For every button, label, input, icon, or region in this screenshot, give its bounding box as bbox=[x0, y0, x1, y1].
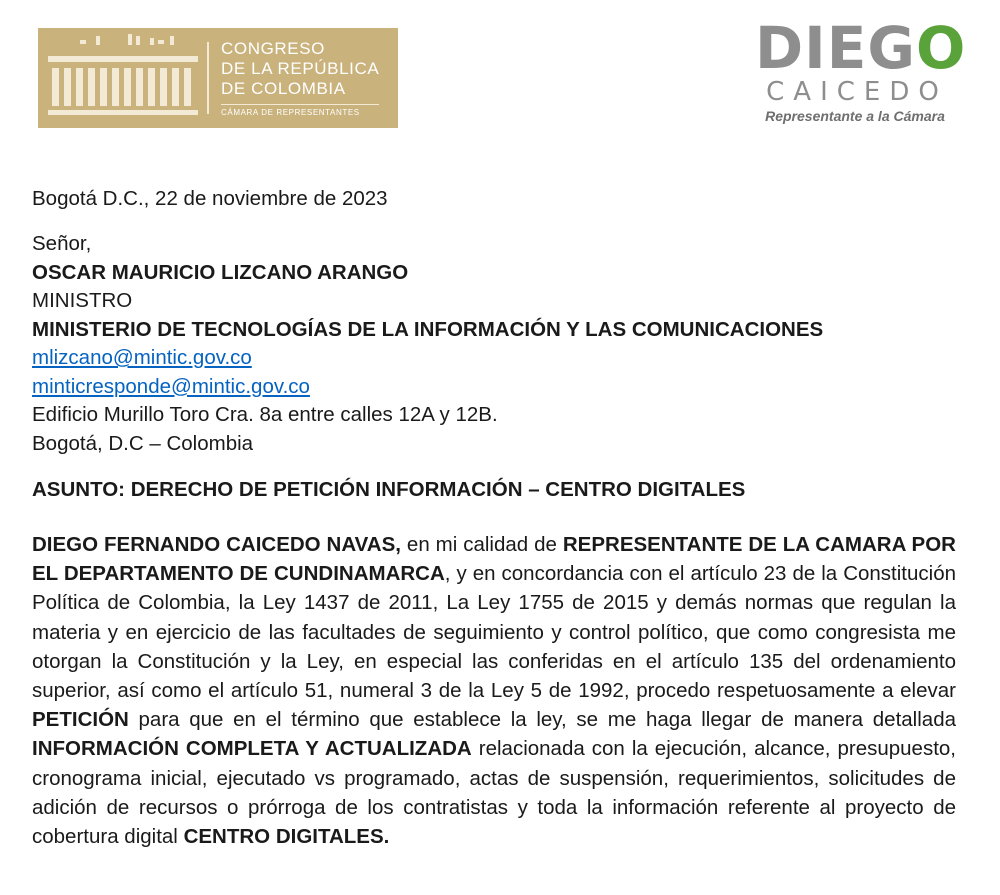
diego-logo-role: Representante a la Cámara bbox=[765, 108, 945, 124]
congreso-line-2: DE LA REPÚBLICA bbox=[221, 59, 380, 78]
body-text-3: para que en el término que establece la ley, se me haga llegar de manera detallada bbox=[128, 708, 956, 732]
letter-subject: ASUNTO: DERECHO DE PETICIÓN INFORMACIÓN – CENTRO DIGITALES bbox=[32, 478, 746, 501]
congreso-subtitle: CÁMARA DE REPRESENTANTES bbox=[221, 104, 379, 117]
diego-caicedo-logo bbox=[755, 14, 967, 128]
petitioner-name: DIEGO FERNANDO CAICEDO NAVAS, bbox=[32, 533, 401, 556]
letter-body bbox=[32, 186, 956, 851]
petitioner-role: REPRESENTANTE DE LA CAMARA POR EL DEPARTAMENTO DE CUNDINAMARCA bbox=[32, 533, 956, 586]
body-text-2: , y en concordancia con el artículo 23 de la Constitución Política de Colombia, la Ley 1437 de 2011, La Ley 1755 de 2015 y demás normas que regulan la materia y en ejercicio de las facultades de seguimiento y control político, que como congresista me otorgan la Constitución y la Ley, en especial las conferidas en el artículo 135 del ordenamiento superior, así como el artículo 51, numeral 3 de la Ley 5 de 1992, procedo respetuosamente a elevar bbox=[32, 562, 956, 703]
capitol-building-icon bbox=[38, 28, 203, 128]
recipient-block bbox=[32, 230, 956, 458]
body-text-4: relacionada con la ejecución, alcance, presupuesto, cronograma inicial, ejecutado vs programado, actas de suspensión, requerimientos, solicitudes de adición de recursos o prórroga de los contratistas y toda la información referente al proyecto de cobertura digital bbox=[32, 737, 957, 849]
diego-logo-name-part2: O bbox=[915, 14, 967, 82]
petition-paragraph bbox=[32, 530, 956, 851]
body-text-1: en mi calidad de bbox=[400, 533, 563, 556]
letter-date: Bogotá D.C., 22 de noviembre de 2023 bbox=[32, 187, 388, 210]
petition-keyword: PETICIÓN bbox=[32, 708, 129, 732]
recipient-name: OSCAR MAURICIO LIZCANO ARANGO bbox=[32, 260, 409, 284]
email-link-1[interactable]: mlizcano@mintic.gov.co bbox=[32, 346, 252, 369]
logo-divider bbox=[207, 42, 209, 114]
diego-logo-name-part1: DIEG bbox=[755, 14, 916, 82]
congreso-wordmark bbox=[221, 39, 379, 117]
recipient-address: Edificio Murillo Toro Cra. 8a entre calles 12A y 12B. bbox=[32, 403, 498, 426]
info-request-keyword: INFORMACIÓN COMPLETA Y ACTUALIZADA bbox=[32, 737, 472, 761]
congreso-line-1: CONGRESO bbox=[221, 39, 325, 58]
diego-logo-surname: CAICEDO bbox=[766, 77, 948, 107]
congreso-line-3: DE COLOMBIA bbox=[221, 79, 346, 98]
recipient-title: MINISTRO bbox=[32, 289, 133, 312]
congreso-logo bbox=[38, 28, 398, 128]
recipient-city: Bogotá, D.C – Colombia bbox=[32, 431, 254, 455]
project-name: CENTRO DIGITALES. bbox=[183, 825, 390, 849]
recipient-organization: MINISTERIO DE TECNOLOGÍAS DE LA INFORMACIÓN Y LAS COMUNICACIONES bbox=[32, 317, 824, 341]
salutation: Señor, bbox=[32, 232, 92, 255]
email-link-2[interactable]: minticresponde@mintic.gov.co bbox=[32, 374, 310, 398]
diego-logo-name bbox=[755, 14, 967, 82]
